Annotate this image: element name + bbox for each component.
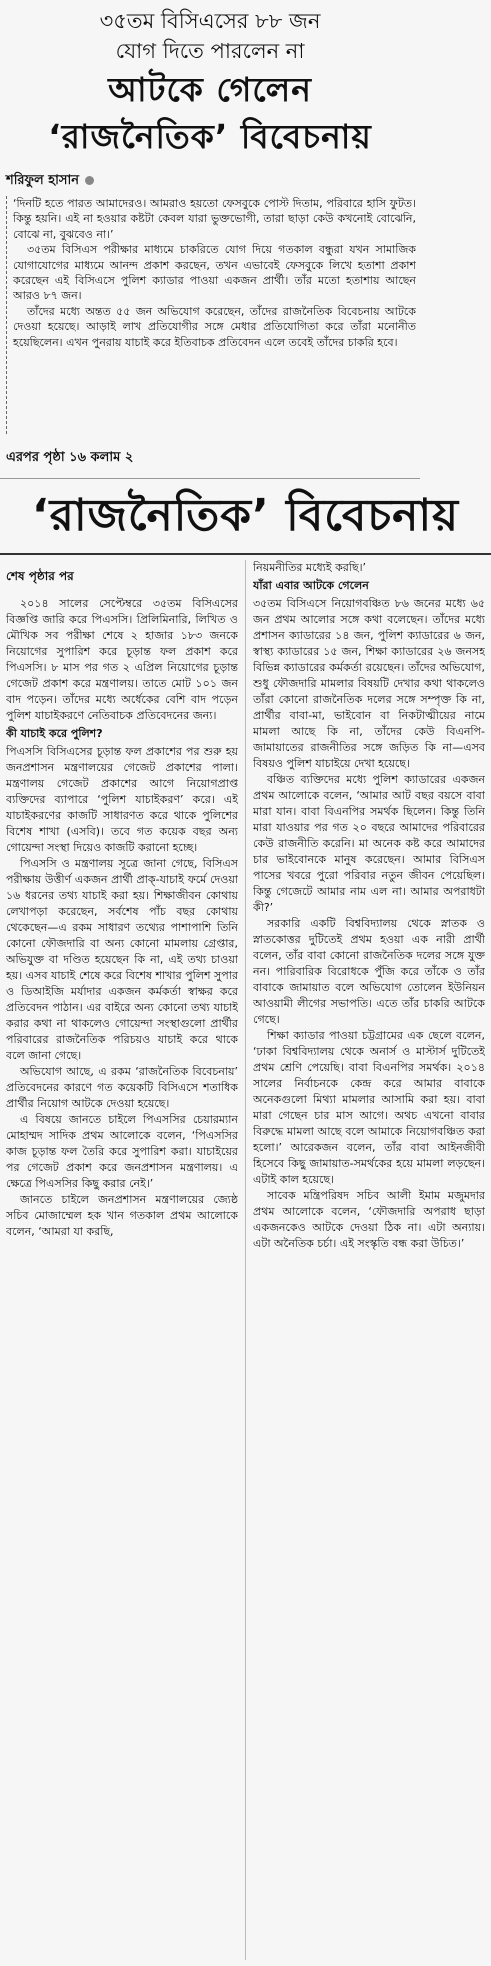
column-divider (245, 560, 246, 1960)
subhead-those-blocked: যাঁরা এবার আটকে গেলেন (253, 579, 369, 592)
continued-on-note: এরপর পৃষ্ঠা ১৬ কলাম ২ (6, 450, 134, 465)
kicker-line-1: ৩৫তম বিসিএসের ৮৮ জন (99, 9, 321, 33)
headline-line-2: ‘রাজনৈতিক’ বিবেচনায় (48, 117, 372, 156)
left-paragraph-2: পিএসসি বিসিএসের চূড়ান্ত ফল প্রকাশের পর শুরু হয় জনপ্রশাসন মন্ত্রণালয়ের গেজেট প্রকাশের পালা। মন্ত্রণালয় গেজেট প্রকাশের আগে নিয়োগপ্রাপ্ত ব্যক্তিদের ব্যাপারে ‘পুলিশ যাচাইকরণ’ করে। এই যাচাইকরণের কাজটি সাধারণত করে থাকে পুলিশের বিশেষ শাখা (এসবি)। তবে গত কয়েক বছর অন্য গোয়েন্দা সংস্থা দিয়েও কাজটি করানো হচ্ছে। (6, 745, 238, 854)
byline-dot-icon (85, 176, 94, 185)
continued-from-label: শেষ পৃষ্ঠার পর (6, 569, 74, 583)
byline-name: শরিফুল হাসান (6, 173, 79, 188)
teaser-paragraph-3: তাঁদের মধ্যে অন্তত ৫৫ জন অভিযোগ করেছেন, তাঁদের রাজনৈতিক বিবেচনায় আটকে দেওয়া হয়েছে। আড়াই লাখ প্রতিযোগীর সঙ্গে মেধার প্রতিযোগিতা করে তাঁরা মনোনীত হয়েছিলেন। এখন পুনরায় যাচাই করে ইতিবাচক প্রতিবেদন এলে তবেই তাঁদের চাকরি হবে। (13, 304, 416, 349)
teaser-divider (0, 478, 420, 479)
left-paragraph-5: এ বিষয়ে জানতে চাইলে পিএসসির চেয়ারম্যান মোহাম্মদ সাদিক প্রথম আলোকে বলেন, ‘পিএসসির কাজ চূড়ান্ত ফল তৈরি করে সুপারিশ করা। যাচাইয়ের পর গেজেট প্রকাশ করে জনপ্রশাসন মন্ত্রণালয়। এ ক্ষেত্রে পিএসসির কিছু করার নেই।’ (6, 1113, 238, 1190)
headline-line-1: আটকে গেলেন (108, 70, 312, 109)
teaser-body (6, 196, 416, 434)
teaser-paragraph-2: ৩৫তম বিসিএস পরীক্ষার মাধ্যমে চাকরিতে যোগ দিয়ে গতকাল বন্ধুরা যখন সামাজিক যোগাযোগের মাধ্যমে আনন্দ প্রকাশ করছেন, তখন এভাবেই ফেসবুকে লিখে হতাশা প্রকাশ করেছেন এই বিসিএসে পুলিশ ক্যাডার পাওয়া একজন প্রার্থী। তাঁর মতো হতাশায় আছেন আরও ৮৭ জন। (13, 243, 416, 303)
right-paragraph-3: সরকারি একটি বিশ্ববিদ্যালয় থেকে স্নাতক ও স্নাতকোত্তর দুটিতেই প্রথম হওয়া এক নারী প্রার্থী বলেন, তাঁর বাবা কোনো রাজনৈতিক দলের সঙ্গে যুক্ত নন। পারিবারিক বিরোধকে পুঁজি করে তাঁকে ও তাঁর বাবাকে জামায়াত বলে অভিযোগ তোলেন ইউনিয়ন আওয়ামী লীগের সভাপতি। এতে তাঁর চাকরি আটকে গেছে। (253, 917, 485, 1026)
kicker-line-2: যোগ দিতে পারলেন না (115, 39, 305, 63)
right-paragraph-2: বঞ্চিত ব্যক্তিদের মধ্যে পুলিশ ক্যাডারের একজন প্রথম আলোকে বলেন, ‘আমার আট বছর বয়সে বাবা মারা যান। বাবা বিএনপির সমর্থক ছিলেন। কিন্তু তিনি মারা যাওয়ার পর গত ২০ বছরে আমাদের পরিবারের কেউ রাজনীতি করেনি। মা অনেক কষ্ট করে আমাদের চার ভাইবোনকে মানুষ করেছেন। আমার বিসিএস পাসের খবরে পুরো পরিবার নতুন জীবন পেয়েছিল। কিন্তু গেজেটে আমার নাম এল না। আমার অপরাধটা কী?’ (253, 773, 485, 914)
right-paragraph-5: সাবেক মন্ত্রিপরিষদ সচিব আলী ইমাম মজুমদার প্রথম আলোকে বলেন, ‘ফৌজদারি অপরাধ ছাড়া একজনকেও আটকে দেওয়া ঠিক না। এটা অন্যায়। এটা অনৈতিক চর্চা। এই সংস্কৃতি বন্ধ করা উচিত।’ (253, 1189, 485, 1250)
teaser-paragraph-1: ‘দিনটি হতে পারত আমাদেরও। আমরাও হয়তো ফেসবুকে পোস্ট দিতাম, পরিবারে হাসি ফুটত। কিন্তু হয়নি। এই না হওয়ার কষ্টটা কেবল যারা ভুক্তভোগী, তারা ছাড়া কেউ কখনোই বোঝেনি, বোঝে না, বুঝবেও না।’ (13, 197, 416, 241)
jump-left-column (6, 560, 238, 1960)
right-paragraph-4: শিক্ষা ক্যাডার পাওয়া চট্টগ্রামের এক ছেলে বলেন, ‘ঢাকা বিশ্ববিদ্যালয় থেকে অনার্স ও মাস্টার্স দুটিতেই প্রথম শ্রেণি পেয়েছি। বাবা বিএনপির সমর্থক। ২০১৪ সালের নির্বাচনকে কেন্দ্র করে আমার বাবাকে অনেকগুলো মিথ্যা মামলার আসামি করা হয়। বাবা মারা গেছেন চার মাস আগে। অথচ এখনো বাবার বিরুদ্ধে মামলা আছে বলে আমাকে নিয়োগবঞ্চিত করা হলো।’ আরেকজন বলেন, তাঁর বাবা আইনজীবী হিসেবে কিছু জামায়াত-সমর্থকের হয়ে মামলা লড়ছেন। এটাই কাল হয়েছে। (253, 1029, 485, 1186)
subhead-police-verification: কী যাচাই করে পুলিশ? (6, 727, 103, 740)
left-paragraph-6: জানতে চাইলে জনপ্রশাসন মন্ত্রণালয়ের জ্যেষ্ঠ সচিব মোজাম্মেল হক খান গতকাল প্রথম আলোকে বলেন, ‘আমরা যা করছি, (6, 1193, 238, 1238)
left-paragraph-4: অভিযোগ আছে, এ রকম ‘রাজনৈতিক বিবেচনায়’ প্রতিবেদনের কারণে গত কয়েকটি বিসিএসে শতাধিক প্রার্থীর নিয়োগ আটকে দেওয়া হয়েছে। (6, 1065, 238, 1110)
right-paragraph-1: ৩৫তম বিসিএসে নিয়োগবঞ্চিত ৮৬ জনের মধ্যে ৬৫ জন প্রথম আলোর সঙ্গে কথা বলেছেন। তাঁদের মধ্যে প্রশাসন ক্যাডারের ১৪ জন, পুলিশ ক্যাডারের ৬ জন, স্বাস্থ্য ক্যাডারের ১৫ জন, শিক্ষা ক্যাডারের ২৬ জনসহ বিভিন্ন ক্যাডারের কর্মকর্তা রয়েছেন। তাঁদের অভিযোগ, শুধু ফৌজদারি মামলার বিষয়টি দেখার কথা থাকলেও তাঁরা কোনো রাজনৈতিক দলের সঙ্গে সম্পৃক্ত কি না, প্রার্থীর বাবা-মা, ভাইবোন বা নিকটাত্মীয়ের নামে মামলা আছে কি না, তাঁদের কেউ বিএনপি-জামায়াতের রাজনীতির সঙ্গে জড়িত কি না—এসব বিষয়ও পুলিশ যাচাইয়ে দেখা হয়েছে। (253, 597, 485, 770)
jump-right-column (253, 560, 485, 1960)
byline (6, 171, 94, 192)
right-carryover-line: নিয়মনীতির মধ্যেই করছি।’ (253, 561, 367, 574)
jump-headline: ‘রাজনৈতিক’ বিবেচনায় (31, 490, 460, 541)
left-paragraph-3: পিএসসি ও মন্ত্রণালয় সূত্রে জানা গেছে, বিসিএস পরীক্ষায় উত্তীর্ণ একজন প্রার্থী প্রাক্‌-যাচাই ফর্মে দেওয়া ১৬ ধরনের তথ্য যাচাই করা হয়। শিক্ষাজীবন কোথায় লেখাপড়া করেছেন, সর্বশেষ পাঁচ বছর কোথায় থেকেছেন—এ রকম সাধারণ তথ্যের পাশাপাশি তিনি কোনো ফৌজদারি বা অন্য কোনো মামলায় গ্রেপ্তার, অভিযুক্ত বা দণ্ডিত হয়েছেন কি না, এই তথ্য চাওয়া হয়। এসব যাচাই শেষে করে বিশেষ শাখার পুলিশ সুপার ও ডিআইজি মর্যাদার একজন কর্মকর্তা স্বাক্ষর করে প্রতিবেদন পাঠান। এর বাইরে অন্য কোনো তথ্য যাচাই করার কথা না থাকলেও গোয়েন্দা সংস্থাগুলো প্রার্থীর পরিবারের রাজনৈতিক পরিচয়ও যাচাই করে থাকে বলে জানা গেছে। (6, 857, 238, 1062)
jump-headline-rule (0, 553, 491, 555)
left-paragraph-1: ২০১৪ সালের সেপ্টেম্বরে ৩৫তম বিসিএসের বিজ্ঞপ্তি জারি করে পিএসসি। প্রিলিমিনারি, লিখিত ও মৌখিক সব পরীক্ষা শেষে ২ হাজার ১৮৩ জনকে নিয়োগের সুপারিশ করে চূড়ান্ত ফল প্রকাশ করে পিএসসি। ৮ মাস পর গত ২ এপ্রিল নিয়োগের চূড়ান্ত গেজেট প্রকাশ করে মন্ত্রণালয়। তাতে মোট ১০১ জন বাদ পড়েন। তাঁদের মধ্যে অর্ধেকের বেশি বাদ পড়েন পুলিশ যাচাইকরণে নেতিবাচক প্রতিবেদনের জন্য। (6, 597, 238, 722)
front-page-teaser (0, 0, 420, 485)
